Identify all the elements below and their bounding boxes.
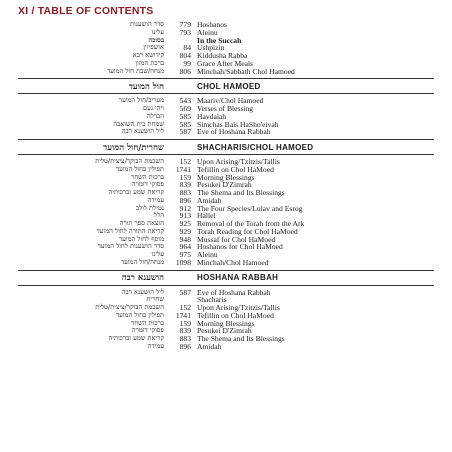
entry-english-title: Upon Arising/Tzitzis/Tallis (197, 157, 280, 166)
entry-hebrew-title: הוצאת ספר תורה (119, 219, 164, 227)
entry-english-title: Pesukei D'Zimrah (197, 326, 252, 336)
entry-hebrew-title: פסוקי דזמרה (131, 180, 164, 189)
entry-hebrew-title: ברכת המזון (135, 58, 164, 67)
section-heading-english: HOSHANA RABBAH (197, 273, 279, 282)
entry-hebrew-title: בסוכה (148, 35, 164, 44)
entry-english-title: Shacharis (197, 295, 227, 305)
entry-english-title: Removal of the Torah from the Ark (197, 219, 305, 228)
toc-entry[interactable] (18, 335, 434, 343)
toc-entry[interactable] (18, 243, 434, 251)
entry-hebrew-title: תפילין בחול המועד (115, 310, 164, 319)
entry-page-number: 159 (179, 172, 191, 182)
entry-page-number: 806 (179, 66, 191, 76)
entry-page-number: 912 (179, 203, 191, 213)
entry-page-number: 99 (183, 58, 191, 68)
entry-hebrew-title: ליל הושענא רבה (121, 287, 164, 296)
entry-hebrew-title: תפילין בחול המועד (115, 164, 164, 173)
entry-page-number: 793 (179, 27, 191, 37)
entry-hebrew-title: פסוקי דזמרה (131, 326, 164, 335)
entry-hebrew-title: שמחת בית השואבה (113, 119, 164, 128)
entry-english-title: The Shema and Its Blessings (197, 334, 285, 343)
entry-page-number: 948 (179, 234, 191, 244)
section-heading-hebrew: שחרית/חול המועד (103, 142, 164, 153)
entry-hebrew-title: ברכות השחר (130, 172, 164, 181)
section-heading (18, 139, 434, 155)
entry-hebrew-title: אושפיזין (143, 43, 164, 52)
entry-page-number: 152 (179, 303, 191, 312)
entry-hebrew-title: ויהי נעם (142, 104, 164, 112)
entry-hebrew-title: שחרית (146, 295, 164, 304)
entry-page-number: 896 (179, 341, 191, 351)
entry-page-number: 1741 (175, 164, 191, 174)
entry-hebrew-title: מנחה/חול המועד (120, 257, 164, 266)
entry-english-title: Grace After Meals (197, 58, 254, 68)
entry-page-number: 883 (179, 188, 191, 197)
entry-hebrew-title: סדר הושענות לחול המועד (97, 242, 164, 251)
section-heading-english: SHACHARIS/CHOL HAMOED (197, 142, 314, 152)
entry-page-number: 975 (179, 250, 191, 259)
entry-hebrew-title: קריאת שמע וברכותיה (108, 188, 164, 196)
entry-page-number: 1098 (175, 257, 191, 267)
entry-english-title: Verses of Blessing (197, 104, 254, 113)
entry-page-number: 152 (179, 157, 191, 166)
entry-page-number: 587 (179, 127, 191, 137)
entry-hebrew-title: הבדלה (146, 111, 164, 120)
entry-hebrew-title: עמידה (147, 195, 164, 204)
toc-entry[interactable] (18, 105, 434, 113)
toc-entry[interactable] (18, 205, 434, 213)
toc-entry[interactable] (18, 259, 434, 267)
entry-hebrew-title: מוסף לחול המועד (118, 234, 164, 243)
entry-page-number: 1741 (175, 310, 191, 320)
entry-page-number: 585 (179, 119, 191, 129)
entry-page-number: 964 (179, 242, 191, 252)
entry-page-number: 779 (179, 20, 191, 29)
entry-page-number: 929 (179, 226, 191, 236)
entry-page-number: 569 (179, 104, 191, 113)
toc-entry[interactable] (18, 343, 434, 351)
entry-english-title: The Shema and Its Blessings (197, 188, 285, 197)
entry-english-title: Hallel (197, 211, 216, 221)
toc-entry[interactable] (18, 21, 434, 29)
entry-page-number: 159 (179, 318, 191, 328)
entry-english-title: Aleinu (197, 250, 218, 259)
entry-page-number: 587 (179, 287, 191, 297)
entry-page-number: 839 (179, 326, 191, 336)
entry-page-number: 839 (179, 180, 191, 190)
entry-english-title: Simchas Bais HaSho'eivah (197, 119, 279, 129)
entry-english-title: Morning Blessings (197, 318, 255, 328)
entry-page-number: 896 (179, 195, 191, 205)
entry-english-title: Pesukei D'Zimrah (197, 180, 252, 190)
section-heading-hebrew: הושענא רבה (121, 273, 164, 283)
entry-english-title: Eve of Hoshana Rabbah (197, 287, 271, 297)
entry-hebrew-title: עלינו (151, 27, 164, 36)
entry-hebrew-title: קריאת שמע וברכותיה (108, 334, 164, 342)
entry-hebrew-title: השכמת הבוקר/ציצית/טלית (95, 303, 164, 311)
entry-hebrew-title: הלל (154, 211, 164, 220)
entry-page-number: 804 (179, 51, 191, 60)
entry-english-title: Morning Blessings (197, 172, 255, 182)
entry-english-title: Torah Reading for Chol HaMoed (197, 226, 298, 236)
entry-hebrew-title: עלינו (151, 250, 164, 258)
toc-entry[interactable] (18, 189, 434, 197)
entry-english-title: Eve of Hoshana Rabbah (197, 127, 271, 137)
entry-english-title: Maariv/Chol Hamoed (197, 96, 264, 106)
entry-english-title: Hoshanos (197, 20, 227, 29)
entry-page-number: 84 (183, 43, 191, 53)
toc-list (18, 21, 434, 351)
entry-hebrew-title: קידושא רבא (132, 51, 164, 59)
entry-page-number: 543 (179, 96, 191, 106)
entry-hebrew-title: ליל הושענא רבה (121, 127, 164, 136)
entry-english-title: Amidah (197, 195, 222, 205)
entry-english-title: Upon Arising/Tzitzis/Tallis (197, 303, 280, 312)
entry-english-title: Amidah (197, 341, 222, 351)
section-heading-hebrew: חול המועד (128, 81, 164, 92)
entry-english-title: Aleinu (197, 27, 218, 37)
entry-english-title: Kiddusha Rabba (197, 51, 248, 60)
entry-english-title: Minchah/Sabbath Chol Hamoed (197, 66, 295, 76)
entry-page-number: 883 (179, 334, 191, 343)
entry-english-title: In the Succah (197, 35, 242, 45)
toc-entry[interactable] (18, 68, 434, 76)
toc-entry[interactable] (18, 128, 434, 136)
section-heading-english: CHOL HAMOED (197, 81, 261, 91)
entry-hebrew-title: עמידה (147, 341, 164, 350)
section-heading (18, 78, 434, 94)
entry-english-title: Ushpizin (197, 43, 225, 53)
entry-hebrew-title: מנחה/שבת חול המועד (107, 66, 164, 75)
entry-english-title: Havdalah (197, 111, 227, 121)
entry-page-number: 585 (179, 111, 191, 121)
toc-entry[interactable] (18, 37, 434, 45)
entry-page-number: 913 (179, 211, 191, 221)
entry-english-title: Tefillin on Chol HaMoed (197, 164, 274, 174)
page-header: XI / TABLE OF CONTENTS (18, 5, 154, 17)
entry-hebrew-title: ברכות השחר (130, 318, 164, 327)
entry-english-title: Hoshanos for Chol HaMoed (197, 242, 283, 252)
section-heading (18, 270, 434, 286)
entry-hebrew-title: השכמת הבוקר/ציצית/טלית (95, 157, 164, 165)
entry-english-title: Tefillin on Chol HaMoed (197, 310, 274, 320)
entry-english-title: Minchah/Chol Hamoed (197, 257, 269, 267)
entry-hebrew-title: קריאת התורה לחול המועד (96, 226, 164, 235)
entry-english-title: The Four Species/Lulav and Esrog (197, 203, 303, 213)
entry-page-number: 925 (179, 219, 191, 228)
entry-hebrew-title: סדר הושענות (130, 20, 164, 28)
entry-hebrew-title: מעריב/חול המועד (118, 96, 164, 105)
entry-english-title: Mussaf for Chol HaMoed (197, 234, 276, 244)
entry-hebrew-title: נטילת לולב (135, 203, 164, 212)
